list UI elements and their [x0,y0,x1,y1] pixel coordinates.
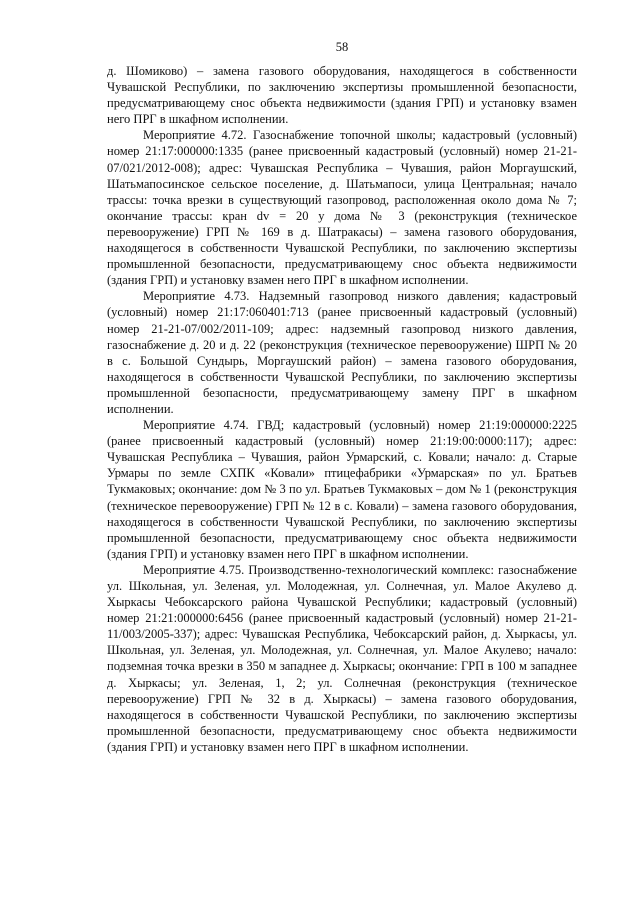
document-page [107,40,577,755]
paragraph-continuation: д. Шомиково) – замена газового оборудования, находящегося в собственности Чувашской Республики, по заключению экспертизы промышленной безопасности, предусматривающему снос объекта недвижимости (здания ГРП) и установку взамен него ПРГ в шкафном исполнении. [107,64,577,127]
paragraph-measure-4-72: Мероприятие 4.72. Газоснабжение топочной школы; кадастровый (условный) номер 21:17:000000:1335 (ранее присвоенный кадастровый (условный) номер 21-21-07/021/2012-008); адрес: Чувашская Республика – Чувашия, район Моргаушский, Шатьмапосинское сельское поселение, д. Шатьмапоси, улица Центральная; начало трассы: точка врезки в существующий газопровод, расположенная около дома № 7; окончание трассы: кран dv = 20 у дома № 3 (реконструкция (техническое перевооружение) ГРП № 169 в д. Шатракасы) – замена газового оборудования, находящегося в собственности Чувашской Республики, по заключению экспертизы промышленной безопасности, предусматривающему снос объекта недвижимости (здания ГРП) и установку взамен него ПРГ в шкафном исполнении. [107,128,577,288]
paragraph-measure-4-75: Мероприятие 4.75. Производственно-технологический комплекс: газоснабжение ул. Школьная, ул. Зеленая, ул. Молодежная, ул. Солнечная, ул. Малое Акулево д. Хыркасы Чебоксарского района Чувашской Республики; кадастровый (условный) номер 21:21:000000:6456 (ранее присвоенный кадастровый (условный) номер 21-21-11/003/2005-337); адрес: Чувашская Республика, Чебоксарский район, д. Хыркасы, ул. Школьная, ул. Зеленая, ул. Молодежная, ул. Солнечная, ул. Малое Акулево; начало: подземная точка врезки в 350 м западнее д. Хыркасы; окончание: ГРП в 100 м западнее д. Хыркасы; ул. Зеленая, 1, 2; ул. Солнечная (реконструкция (техническое перевооружение) ГРП № 32 в д. Хыркасы) – замена газового оборудования, находящегося в собственности Чувашской Республики, по заключению экспертизы промышленной безопасности, предусматривающему снос объекта недвижимости (здания ГРП) и установку взамен него ПРГ в шкафном исполнении. [107,562,577,754]
paragraph-measure-4-73: Мероприятие 4.73. Надземный газопровод низкого давления; кадастровый (условный) номер 21:17:060401:713 (ранее присвоенный кадастровый (условный) номер 21-21-07/002/2011-109; адрес: надземный газопровод низкого давления, газоснабжение д. 20 и д. 22 (реконструкция (техническое перевооружение) ШРП № 20 в с. Большой Сундырь, Моргаушский район) – замена газового оборудования, находящегося в собственности Чувашской Республики, по заключению экспертизы промышленной безопасности, предусматривающему замену ПРГ в шкафном исполнении. [107,289,577,416]
page-number: 58 [335,40,349,54]
paragraph-measure-4-74: Мероприятие 4.74. ГВД; кадастровый (условный) номер 21:19:000000:2225 (ранее присвоенный кадастровый (условный) номер 21:19:00:0000:117); адрес: Чувашская Республика – Чувашия, район Урмарский, с. Ковали; начало: д. Старые Урмары по земле СХПК «Ковали» птицефабрики «Урмарская» по ул. Братьев Тукмаковых; окончание: дом № 3 по ул. Братьев Тукмаковых – дом № 1 (реконструкция (техническое перевооружение) ГРП № 12 в с. Ковали) – замена газового оборудования, находящегося в собственности Чувашской Республики, по заключению экспертизы промышленной безопасности, предусматривающему снос объекта недвижимости (здания ГРП) и установку взамен него ПРГ в шкафном исполнении. [107,418,577,561]
